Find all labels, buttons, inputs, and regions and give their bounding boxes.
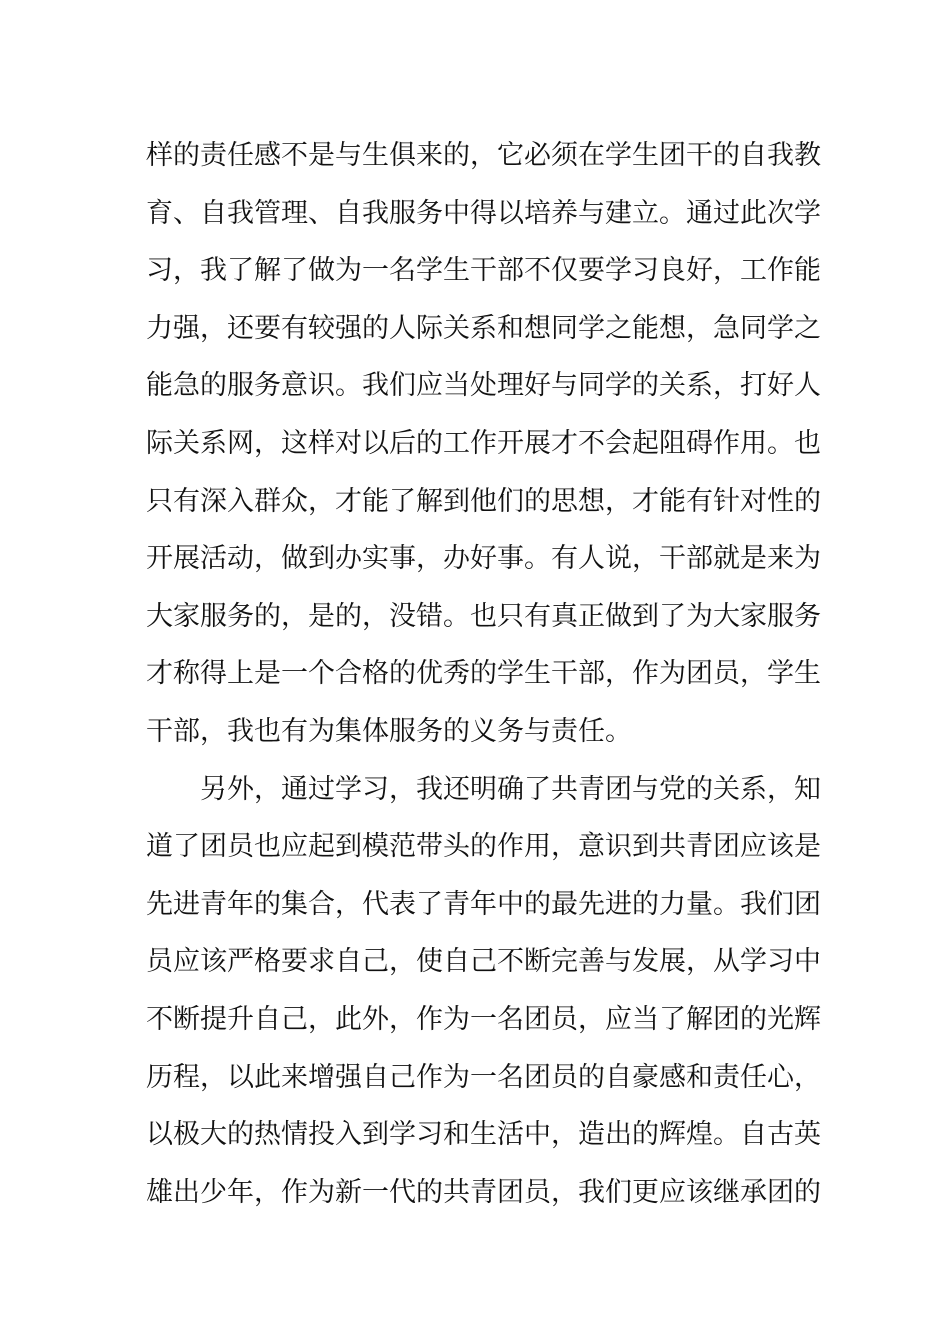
text-line: 大家服务的，是的，没错。也只有真正做到了为大家服务 — [146, 600, 821, 632]
text-line: 才称得上是一个合格的优秀的学生干部，作为团员，学生 — [146, 658, 821, 690]
text-line: 员应该严格要求自己，使自己不断完善与发展，从学习中 — [146, 946, 821, 978]
text-line: 只有深入群众，才能了解到他们的思想，才能有针对性的 — [146, 485, 821, 517]
text-line: 能急的服务意识。我们应当处理好与同学的关系，打好人 — [146, 370, 821, 402]
text-line: 先进青年的集合，代表了青年中的最先进的力量。我们团 — [146, 888, 821, 920]
text-line: 雄出少年，作为新一代的共青团员，我们更应该继承团的 — [146, 1176, 821, 1208]
text-line: 道了团员也应起到模范带头的作用，意识到共青团应该是 — [146, 831, 821, 863]
text-line: 以极大的热情投入到学习和生活中，造出的辉煌。自古英 — [146, 1119, 821, 1151]
text-line: 际关系网，这样对以后的工作开展才不会起阻碍作用。也 — [146, 427, 821, 459]
body-text — [146, 127, 821, 1221]
text-line: 开展活动，做到办实事，办好事。有人说，干部就是来为 — [146, 543, 821, 575]
text-line: 习，我了解了做为一名学生干部不仅要学习良好，工作能 — [146, 255, 821, 287]
text-line: 历程，以此来增强自己作为一名团员的自豪感和责任心， — [146, 1061, 821, 1093]
text-line: 不断提升自己，此外，作为一名团员，应当了解团的光辉 — [146, 1003, 821, 1035]
text-line: 力强，还要有较强的人际关系和想同学之能想，急同学之 — [146, 312, 821, 344]
text-line: 育、自我管理、自我服务中得以培养与建立。通过此次学 — [146, 197, 821, 229]
paragraph-first-line: 另外，通过学习，我还明确了共青团与党的关系，知 — [200, 773, 821, 805]
text-line: 样的责任感不是与生俱来的，它必须在学生团干的自我教 — [146, 140, 821, 171]
paragraph-end-line: 干部，我也有为集体服务的义务与责任。 — [146, 715, 632, 747]
